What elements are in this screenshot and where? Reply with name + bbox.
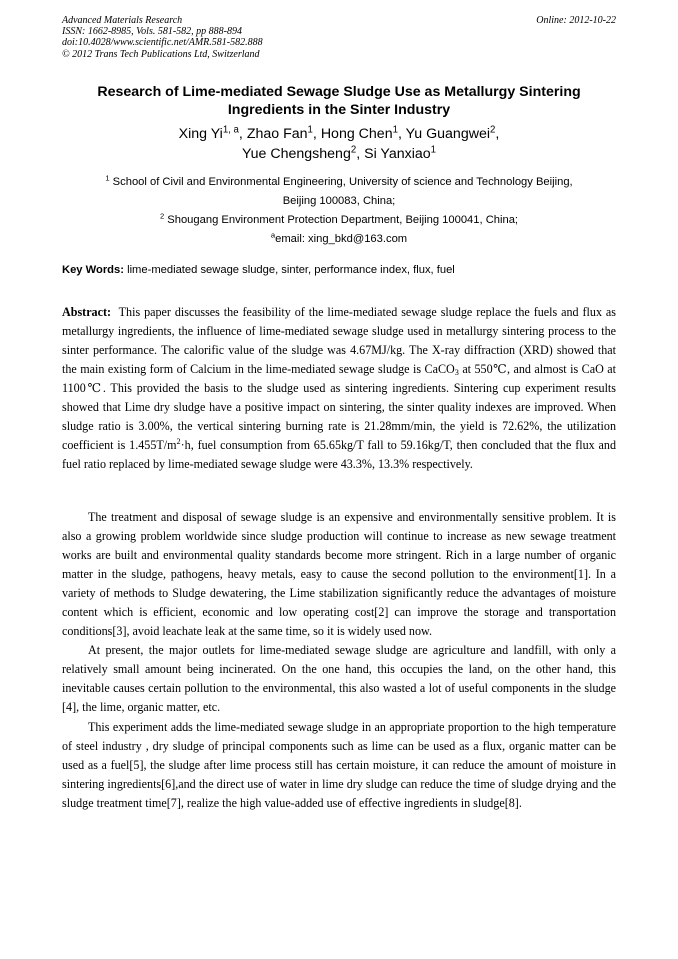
title-line-2: Ingredients in the Sinter Industry: [227, 102, 451, 118]
keywords-text: lime-mediated sewage sludge, sinter, performance index, flux, fuel: [127, 264, 455, 276]
affiliation-mark: 2: [159, 211, 165, 221]
author-line-1: [60, 125, 618, 145]
author-separator: ,: [238, 126, 247, 142]
journal-header: [62, 15, 616, 60]
email-mark: a: [270, 230, 276, 240]
affiliation-1-line-2: Beijing 100083, China;: [282, 195, 396, 207]
author-separator: ,: [312, 126, 321, 142]
copyright-line: © 2012 Trans Tech Publications Ltd, Switzerland: [62, 48, 260, 60]
author-list: [60, 125, 618, 164]
abstract-label: Abstract:: [62, 305, 112, 319]
email-text[interactable]: email: xing_bkd@163.com: [275, 233, 408, 245]
author-affil-mark: 1: [430, 143, 437, 155]
author-separator: ,: [397, 126, 406, 142]
author-name: Yu Guangwei: [405, 126, 491, 142]
keywords-label: Key Words:: [62, 264, 124, 276]
abstract-superscript: 2: [176, 437, 181, 447]
online-date: Online: 2012-10-22: [536, 15, 616, 26]
author-name: Hong Chen: [320, 126, 393, 142]
affiliation-mark: 1: [105, 173, 110, 183]
affiliations: [60, 173, 618, 249]
journal-name: Advanced Materials Research: [62, 15, 183, 26]
body-paragraph-2: At present, the major outlets for lime-mediated sewage sludge are agriculture and landfill, with only a relatively small amount being incinerated. On the one hand, this occupies the land, on the other hand, this inevitable causes certain pollution to the environmental, this also wasted a lot of useful components in the sludge [4], the lime, organic matter, etc.: [62, 643, 616, 715]
author-name: Si Yanxiao: [364, 145, 431, 162]
author-affil-mark: 2: [490, 124, 496, 136]
author-name: Xing Yi: [178, 126, 223, 142]
author-affil-mark: 1, a: [222, 124, 239, 136]
abstract-text-3: ·h, fuel consumption from 65.65kg/T fall to 59.16kg/T, then concluded that the flux and fuel ratio replaced by lime-mediated sewage sludge were 43.3%, 13.3% respectively.: [62, 438, 616, 472]
abstract: [62, 303, 616, 474]
author-line-2: [60, 145, 618, 165]
doi-line[interactable]: doi:10.4028/www.scientific.net/AMR.581-582.888: [62, 37, 263, 49]
author-affil-mark: 1: [307, 124, 313, 136]
abstract-text-2: at 550℃, and almost is CaO at 1100℃. This provided the basis to the sludge used as sintering ingredients. Sintering cup experiment results showed that Lime dry sludge have a positive impact on sintering, the sinter quality indexes are improved. When sludge ratio is 3.00%, the vertical sintering burning rate is 21.28mm/min, the yield is 72.62%, the utilization coefficient is 1.455T/m: [62, 362, 616, 453]
issn-line: ISSN: 1662-8985, Vols. 581-582, pp 888-894: [62, 26, 242, 38]
author-separator: ,: [495, 126, 500, 142]
affiliation-1-line-1: School of Civil and Environmental Engineering, University of science and Technology Beijing,: [112, 176, 573, 188]
paper-title: [60, 83, 618, 119]
contact-email: [60, 230, 618, 249]
author-name: Zhao Fan: [246, 126, 308, 142]
author-separator: ,: [356, 145, 365, 162]
author-affil-mark: 1: [392, 124, 398, 136]
title-line-1: Research of Lime-mediated Sewage Sludge Use as Metallurgy Sintering: [97, 84, 581, 100]
affiliation-1: [60, 173, 618, 192]
abstract-subscript: 3: [454, 367, 459, 377]
affiliation-2-text: Shougang Environment Protection Department, Beijing 100041, China;: [167, 214, 519, 226]
body-paragraph-1: The treatment and disposal of sewage sludge is an expensive and environmentally sensitive problem. It is also a growing problem worldwide since sludge production will continue to increase as new sewage treatment works are built and environmental quality standards become more stringent. Rich in a large number of organic matter in the sludge, pathogens, heavy metals, easy to cause the second pollution to the environment[1]. In a variety of methods to Sludge dewatering, the Lime stabilization significantly reduce the advantages of moisture content which is efficient, economic and low operating cost[2] can improve the storage and transportation conditions[3], avoid leachate leak at the same time, so it is widely used now.: [62, 510, 616, 639]
abstract-text-1: This paper discusses the feasibility of the lime-mediated sewage sludge replace the fuels and flux as metallurgy ingredients, the influence of lime-mediated sewage sludge used in metallurgy sintering process to the sinter performance. The calorific value of the sludge was 4.67MJ/kg. The X-ray diffraction (XRD) showed that the main existing form of Calcium in the lime-mediated sewage sludge is CaCO: [62, 305, 616, 377]
affiliation-2: [60, 211, 618, 230]
keywords: [62, 264, 616, 276]
body-text: [62, 508, 616, 813]
author-name: Yue Chengsheng: [241, 145, 351, 162]
body-paragraph-3: This experiment adds the lime-mediated sewage sludge in an appropriate proportion to the high temperature of steel industry , dry sludge of principal components such as lime can be used as a flux, organic matter can be used as a fuel[5], the sludge after lime process still has certain moisture, it can reduce the amount of moisture in sintering ingredients[6],and the direct use of water in lime dry sludge can reduce the time of sludge drying and the sludge treatment time[7], realize the high value-added use of effective ingredients in sludge[8].: [62, 719, 616, 810]
author-affil-mark: 2: [350, 143, 357, 155]
